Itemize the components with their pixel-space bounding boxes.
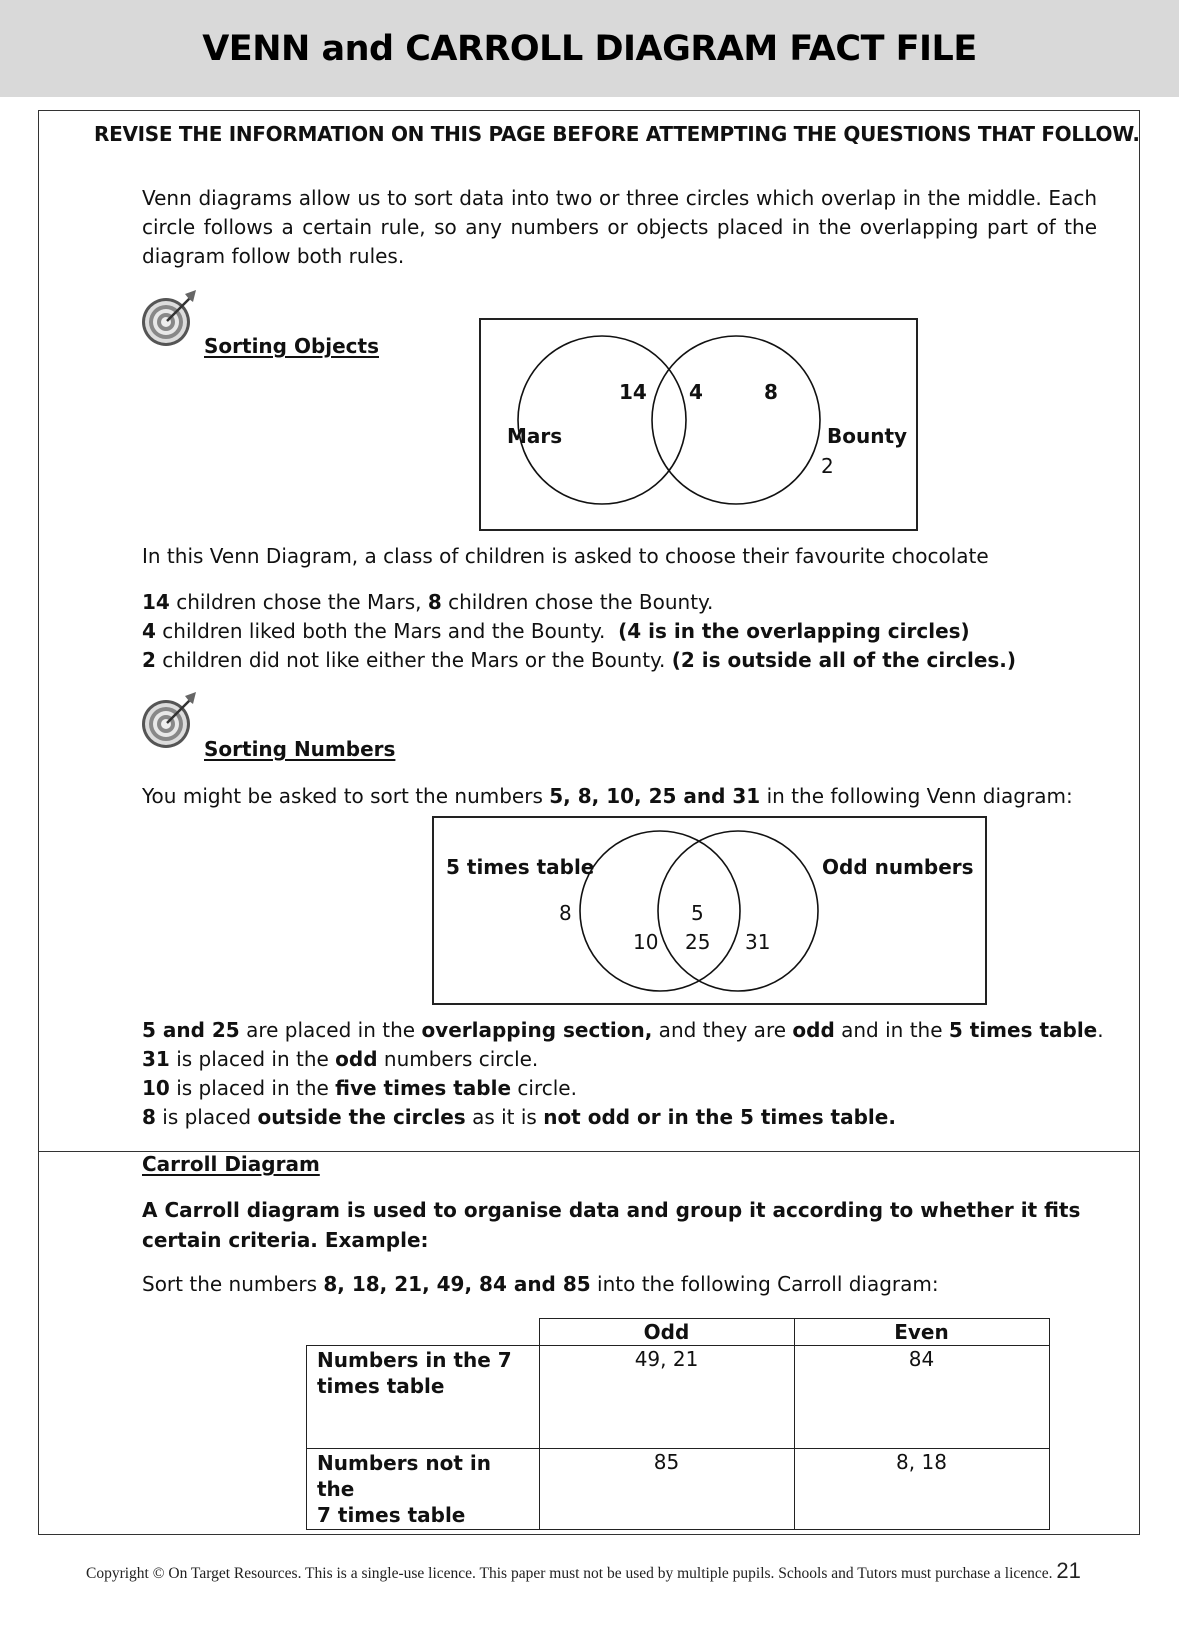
carroll-header-row — [307, 1319, 1050, 1346]
venn-label-mars: Mars — [507, 424, 563, 448]
table-row — [307, 1449, 1050, 1530]
carroll-definition-line-2: certain criteria. Example: — [142, 1228, 429, 1252]
venn-value-both-top: 5 — [691, 901, 704, 925]
venn-label-bounty: Bounty — [827, 424, 908, 448]
row-header-in-7-times: Numbers in the 7 times table — [307, 1346, 540, 1449]
carroll-prompt: Sort the numbers 8, 18, 21, 49, 84 and 85 into the following Carroll diagram: — [142, 1272, 939, 1296]
row-header-not-in-7-times: Numbers not in the 7 times table — [307, 1449, 540, 1530]
venn-value-bounty-only: 8 — [764, 380, 778, 404]
carroll-heading: Carroll Diagram — [142, 1152, 320, 1176]
carroll-definition-line-1: A Carroll diagram is used to organise data and group it according to whether it fits — [142, 1198, 1081, 1222]
column-header-odd: Odd — [539, 1319, 794, 1346]
title-banner — [0, 0, 1179, 97]
intro-line-2: circle follows a certain rule, so any numbers or objects placed in the overlapping part of the — [142, 215, 1097, 239]
explanation-line: 10 is placed in the five times table circle. — [142, 1076, 577, 1100]
venn-value-odd-only: 31 — [745, 930, 771, 954]
venn-value-both-bottom: 25 — [685, 930, 711, 954]
venn-value-outside: 8 — [559, 901, 572, 925]
numbers-venn-diagram — [432, 816, 987, 1005]
explanation-line: 31 is placed in the odd numbers circle. — [142, 1047, 539, 1071]
page-number: 21 — [1056, 1558, 1081, 1583]
table-row — [307, 1346, 1050, 1449]
copyright-footer: Copyright © On Target Resources. This is a single-use licence. This paper must not be used by multiple pupils. Schools and Tutors must purchase a licence. 21 — [86, 1558, 1081, 1583]
column-header-even: Even — [794, 1319, 1049, 1346]
carroll-diagram-table — [306, 1318, 1050, 1530]
venn-circles — [434, 818, 989, 1007]
cell-not-in-7-even: 8, 18 — [794, 1449, 1049, 1530]
explanation-line: 8 is placed outside the circles as it is not odd or in the 5 times table. — [142, 1105, 896, 1129]
chocolate-fact-1: 14 children chose the Mars, 8 children chose the Bounty. — [142, 590, 714, 614]
sorting-objects-heading: Sorting Objects — [204, 334, 379, 358]
chocolate-description: In this Venn Diagram, a class of children is asked to choose their favourite chocolate — [142, 544, 989, 568]
venn-value-mars-only: 14 — [619, 380, 647, 404]
explanation-line: 5 and 25 are placed in the overlapping section, and they are odd and in the 5 times table. — [142, 1018, 1104, 1042]
chocolate-fact-3: 2 children did not like either the Mars or the Bounty. (2 is outside all of the circles.) — [142, 648, 1017, 672]
sorting-numbers-prompt: You might be asked to sort the numbers 5, 8, 10, 25 and 31 in the following Venn diagram: — [142, 784, 1073, 808]
cell-in-7-even: 84 — [794, 1346, 1049, 1449]
target-dart-icon — [140, 690, 200, 750]
intro-line-3: diagram follow both rules. — [142, 244, 405, 268]
venn-value-outside: 2 — [821, 454, 834, 478]
cell-in-7-odd: 49, 21 — [539, 1346, 794, 1449]
page-title: VENN and CARROLL DIAGRAM FACT FILE — [202, 29, 977, 69]
target-dart-icon — [140, 288, 200, 348]
chocolate-venn-diagram — [479, 318, 918, 531]
venn-value-5-times-only: 10 — [633, 930, 659, 954]
venn-label-5-times-table: 5 times table — [446, 855, 595, 879]
cell-not-in-7-odd: 85 — [539, 1449, 794, 1530]
intro-line-1: Venn diagrams allow us to sort data into two or three circles which overlap in the middle. Each — [142, 186, 1097, 210]
revise-instruction: REVISE THE INFORMATION ON THIS PAGE BEFORE ATTEMPTING THE QUESTIONS THAT FOLLOW. — [94, 122, 1140, 146]
chocolate-fact-2: 4 children liked both the Mars and the Bounty. (4 is in the overlapping circles) — [142, 619, 970, 643]
venn-value-both: 4 — [689, 380, 703, 404]
venn-label-odd-numbers: Odd numbers — [822, 855, 974, 879]
sorting-numbers-heading: Sorting Numbers — [204, 737, 396, 761]
